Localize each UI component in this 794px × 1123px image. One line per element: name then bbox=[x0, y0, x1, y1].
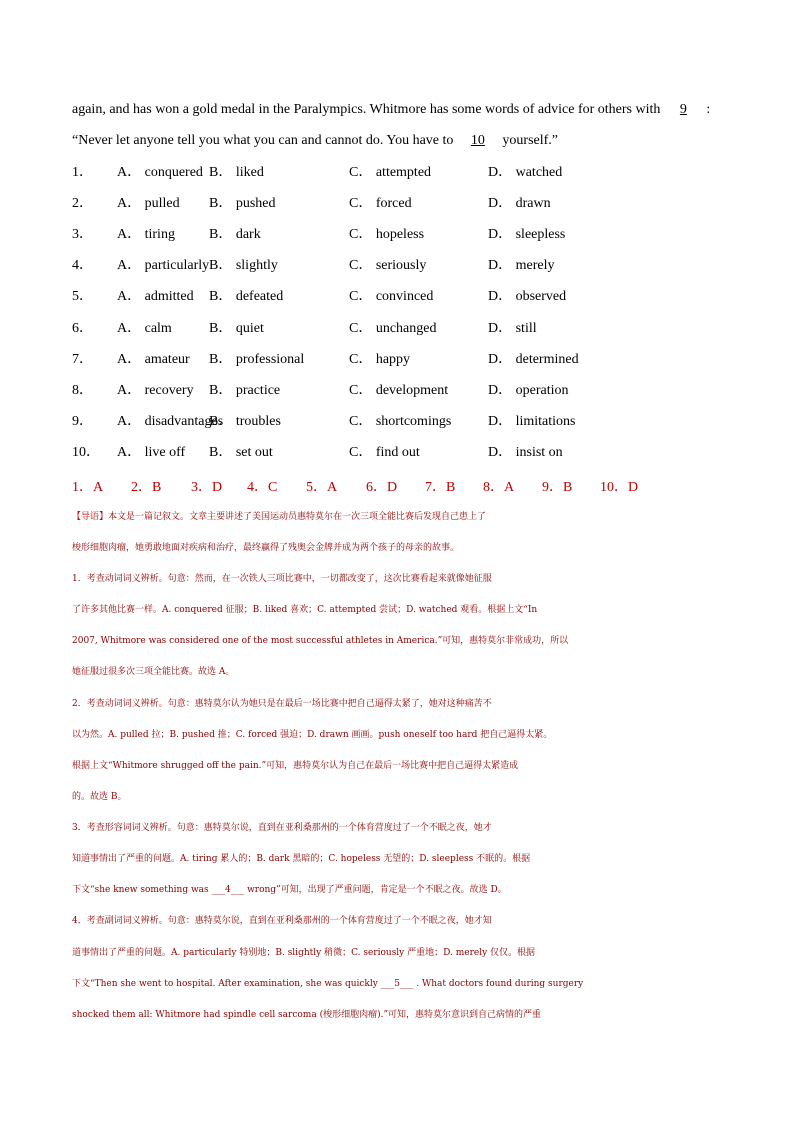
option-b: B． set out bbox=[209, 445, 273, 460]
option-b: B． defeated bbox=[209, 289, 284, 304]
option-b: B． quiet bbox=[209, 321, 264, 336]
option-d: D． drawn bbox=[488, 196, 551, 211]
passage-text: again, and has won a gold medal in the Paralympics. Whitmore has some words of advice for others with bbox=[72, 102, 661, 117]
option-row bbox=[72, 412, 722, 432]
option-c: C． convinced bbox=[349, 289, 434, 304]
explanation-line: 下文“Then she went to hospital. After examination, she was quickly ___5___ . What doctors found during surgery bbox=[72, 979, 584, 989]
option-b: B． dark bbox=[209, 227, 261, 242]
answer-item: 4．C bbox=[247, 480, 278, 495]
option-row bbox=[72, 319, 722, 339]
guide-tag: 【导语】 bbox=[72, 512, 109, 522]
question-number: 3． bbox=[72, 227, 93, 242]
blank-10: 10 bbox=[470, 133, 485, 148]
explanation-line: shocked them all: Whitmore had spindle cell sarcoma (梭形细胞肉瘤).”可知，惠特莫尔意识到自己病情的严重 bbox=[72, 1010, 542, 1020]
explanation-line: 2007, Whitmore was considered one of the most successful athletes in America.”可知，惠特莫尔非常成功，所以 bbox=[72, 636, 569, 646]
option-c: C． attempted bbox=[349, 165, 432, 180]
option-d: D． sleepless bbox=[488, 227, 566, 242]
option-a: A． live off bbox=[117, 445, 186, 460]
passage-text: “Never let anyone tell you what you can and cannot do. You have to bbox=[72, 133, 454, 148]
option-row bbox=[72, 443, 722, 463]
answer-item: 10．D bbox=[600, 480, 639, 495]
explanation-line: 下文“she knew something was ___4___ wrong”可知，出现了严重问题，肯定是一个不眠之夜。故选 D。 bbox=[72, 885, 507, 895]
option-c: C． find out bbox=[349, 445, 420, 460]
question-number: 1． bbox=[72, 165, 93, 180]
explanation-line: 3．考查形容词词义辨析。句意：惠特莫尔说，直到在亚利桑那州的一个体育营度过了一个不眠之夜，她才 bbox=[72, 823, 492, 833]
option-d: D． observed bbox=[488, 289, 567, 304]
explanation-line: 根据上文“Whitmore shrugged off the pain.”可知，惠特莫尔认为自己在最后一场比赛中把自己逼得太紧造成 bbox=[72, 761, 519, 771]
blank-9: 9 bbox=[679, 102, 687, 117]
explanation-line: 知道事情出了严重的问题。A. tiring 累人的；B. dark 黑暗的；C. hopeless 无望的；D. sleepless 不眠的。根据 bbox=[72, 854, 531, 864]
option-d: D． still bbox=[488, 321, 537, 336]
passage-punct: : bbox=[706, 102, 711, 117]
option-d: D． watched bbox=[488, 165, 563, 180]
option-a: A． admitted bbox=[117, 289, 194, 304]
answer-item: 9．B bbox=[542, 480, 573, 495]
answer-item: 8．A bbox=[483, 480, 515, 495]
question-number: 4． bbox=[72, 258, 93, 273]
option-b: B． troubles bbox=[209, 414, 281, 429]
option-row bbox=[72, 381, 722, 401]
guide-line-1 bbox=[72, 507, 732, 527]
question-number: 2． bbox=[72, 196, 93, 211]
option-a: A． calm bbox=[117, 321, 172, 336]
option-row bbox=[72, 287, 722, 307]
option-b: B． pushed bbox=[209, 196, 276, 211]
option-a: A． particularly bbox=[117, 258, 210, 273]
option-a: A． conquered bbox=[117, 165, 203, 180]
guide-text: 本文是一篇记叙文。文章主要讲述了美国运动员惠特莫尔在一次三项全能比赛后发现自己患上了 bbox=[108, 512, 487, 522]
option-d: D． merely bbox=[488, 258, 555, 273]
option-b: B． practice bbox=[209, 383, 281, 398]
option-c: C． forced bbox=[349, 196, 412, 211]
answer-item: 5．A bbox=[306, 480, 338, 495]
option-row bbox=[72, 225, 722, 245]
option-a: A． recovery bbox=[117, 383, 194, 398]
option-d: D． limitations bbox=[488, 414, 576, 429]
option-c: C． hopeless bbox=[349, 227, 425, 242]
option-c: C． shortcomings bbox=[349, 414, 452, 429]
option-b: B． liked bbox=[209, 165, 264, 180]
explanation-line: 2．考查动词词义辨析。句意：惠特莫尔认为她只是在最后一场比赛中把自己逼得太紧了，她对这种痛苦不 bbox=[72, 699, 492, 709]
explanation-line: 了许多其他比赛一样。A. conquered 征服；B. liked 喜欢；C. attempted 尝试；D. watched 观看。根据上文“In bbox=[72, 605, 538, 615]
answer-item: 3．D bbox=[191, 480, 223, 495]
explanation-line: 1．考查动词词义辨析。句意：然而，在一次铁人三项比赛中，一切都改变了，这次比赛看起来就像她征服 bbox=[72, 574, 492, 584]
question-number: 7． bbox=[72, 352, 93, 367]
explanation-line: 她征服过很多次三项全能比赛。故选 A。 bbox=[72, 667, 235, 677]
passage-line-2 bbox=[72, 131, 558, 151]
question-number: 8． bbox=[72, 383, 93, 398]
option-d: D． determined bbox=[488, 352, 579, 367]
passage-line-1 bbox=[72, 100, 710, 120]
option-c: C． happy bbox=[349, 352, 411, 367]
option-row bbox=[72, 256, 722, 276]
option-b: B． professional bbox=[209, 352, 305, 367]
option-row bbox=[72, 194, 722, 214]
question-number: 10． bbox=[72, 445, 100, 460]
explanation-line: 4．考查副词词义辨析。句意：惠特莫尔说，直到在亚利桑那州的一个体育营度过了一个不眠之夜，她才知 bbox=[72, 916, 492, 926]
question-number: 5． bbox=[72, 289, 93, 304]
option-a: A． tiring bbox=[117, 227, 175, 242]
question-number: 9． bbox=[72, 414, 93, 429]
option-c: C． seriously bbox=[349, 258, 427, 273]
question-number: 6． bbox=[72, 321, 93, 336]
option-d: D． insist on bbox=[488, 445, 563, 460]
option-b: B． slightly bbox=[209, 258, 278, 273]
answer-item: 7．B bbox=[425, 480, 456, 495]
answer-item: 6．D bbox=[366, 480, 398, 495]
answer-key bbox=[72, 476, 722, 496]
option-a: A． pulled bbox=[117, 196, 180, 211]
answer-item: 2．B bbox=[131, 480, 162, 495]
option-row bbox=[72, 163, 722, 183]
guide-line-2: 梭形细胞肉瘤，她勇敢地面对疾病和治疗，最终赢得了残奥会金牌并成为两个孩子的母亲的故事。 bbox=[72, 543, 460, 553]
option-a: A． amateur bbox=[117, 352, 190, 367]
passage-text: yourself.” bbox=[502, 133, 558, 148]
explanation-line: 道事情出了严重的问题。A. particularly 特别地；B. slightly 稍微；C. seriously 严重地；D. merely 仅仅。根据 bbox=[72, 948, 536, 958]
option-c: C． development bbox=[349, 383, 449, 398]
option-a: A． disadvantages bbox=[117, 414, 224, 429]
explanation-line: 以为然。A. pulled 拉；B. pushed 推；C. forced 强迫；D. drawn 画画。push oneself too hard 把自己逼得太紧。 bbox=[72, 730, 553, 740]
option-d: D． operation bbox=[488, 383, 569, 398]
option-row bbox=[72, 350, 722, 370]
explanation-line: 的。故选 B。 bbox=[72, 792, 127, 802]
answer-item: 1．A bbox=[72, 480, 104, 495]
option-c: C． unchanged bbox=[349, 321, 437, 336]
